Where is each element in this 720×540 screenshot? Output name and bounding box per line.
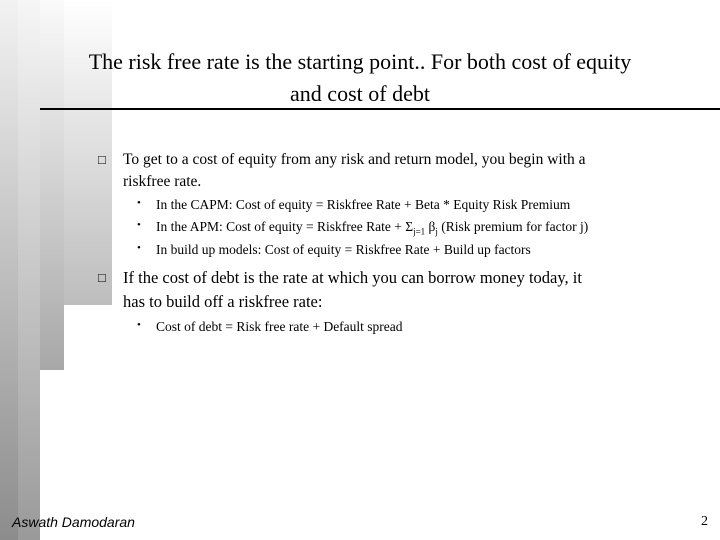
title-divider [40, 108, 720, 110]
apm-sum-index: j=1 [413, 226, 426, 237]
subbullet-cost-of-debt: Cost of debt = Risk free rate + Default spread [156, 319, 403, 334]
slide-title-line-2: and cost of debt [290, 81, 430, 106]
subbullet-capm: In the CAPM: Cost of equity = Riskfree Rate + Beta * Equity Risk Premium [156, 197, 571, 212]
dot-bullet-icon: • [137, 219, 141, 231]
bullet-2-text [123, 266, 703, 314]
bullet-2-line-2: has to build off a riskfree rate: [123, 292, 323, 311]
subbullet-buildup: In build up models: Cost of equity = Riskfree Rate + Build up factors [156, 242, 531, 257]
apm-beta: β [425, 219, 436, 234]
square-bullet-icon: □ [98, 270, 106, 285]
subbullet-apm [156, 218, 588, 241]
apm-beta-index: j [435, 226, 438, 237]
bullet-1-line-2: riskfree rate. [123, 173, 202, 190]
apm-suffix: (Risk premium for factor j) [437, 219, 589, 234]
square-bullet-icon: □ [98, 152, 106, 167]
page-number: 2 [701, 514, 708, 529]
decor-bar-1 [0, 0, 18, 540]
apm-prefix: In the APM: Cost of equity = Riskfree Rate + Σ [156, 219, 414, 234]
dot-bullet-icon: • [137, 197, 141, 209]
dot-bullet-icon: • [137, 319, 141, 331]
bullet-1-line-1: To get to a cost of equity from any risk and return model, you begin with a [123, 151, 586, 168]
dot-bullet-icon: • [137, 242, 141, 254]
bullet-2-line-1: If the cost of debt is the rate at which you can borrow money today, it [123, 268, 582, 287]
decor-bar-2 [18, 0, 40, 540]
slide-title [40, 46, 680, 110]
bullet-1-text [123, 149, 703, 193]
slide-title-line-1: The risk free rate is the starting point.. For both cost of equity [88, 49, 632, 74]
footer-author: Aswath Damodaran [12, 514, 135, 530]
